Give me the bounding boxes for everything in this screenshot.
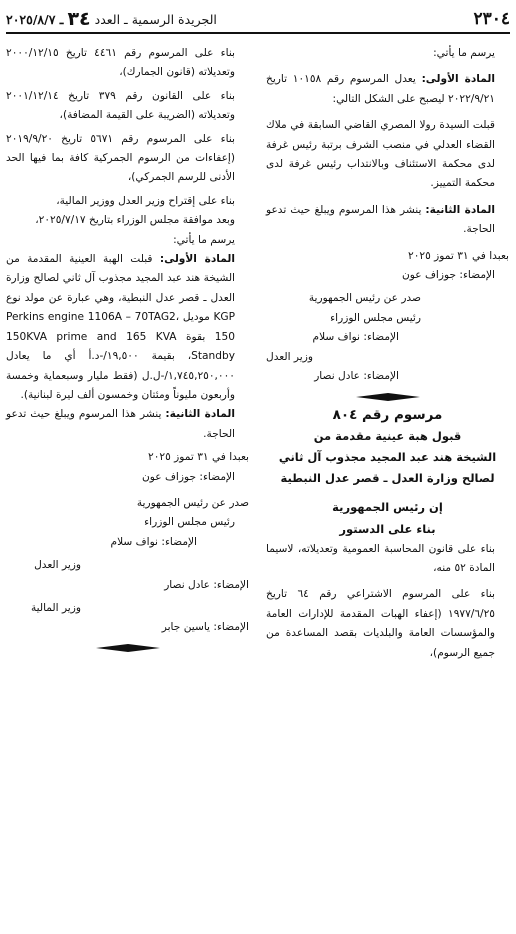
article-2-left-label: المادة الثانية: [165, 408, 235, 421]
article-1-left-text: قبلت الهبة العينية المقدمة من الشيخة هند عبد المجيد مجذوب آل ثاني لصالح وزارة العدل ـ قصر عدل النبطية، وهي عبارة عن مولد نوع KGP موديل Perkins engine 1106A – 70TAG2، 150 بقوة 150KVA prime and 165 KVA Standby، بقيمة ١٩,٥٠٠/-د.أ أي ما يعادل ١,٧٤٥,٢٥٠,٠٠٠/-ل.ل (فقط مليار وسبعماية وخمسة وأربعون مليوناً ومئتان وخمسون ألف ليرة لبنانية). [6, 253, 235, 401]
signed-place-date-2: بعبدا في ٣١ تموز ٢٠٢٥ [148, 451, 249, 464]
section-divider [356, 393, 420, 401]
signed-place-date: بعبدا في ٣١ تموز ٢٠٢٥ [408, 249, 509, 262]
justice-title: وزير العدل [34, 559, 81, 572]
basis-6: بناء على إقتراح وزير العدل ووزير المالية، [56, 194, 235, 207]
issue-date: ـ ٢٠٢٥/٨/٧ [6, 11, 64, 27]
article-1-left [6, 250, 249, 405]
pm-title-2: رئيس مجلس الوزراء [144, 516, 235, 529]
decree-intro-2: يرسم ما يأتي: [173, 233, 235, 246]
minister-title: وزير العدل [266, 350, 313, 363]
constitution-heading: بناء على الدستور [339, 521, 436, 536]
basis-2: بناء على المرسوم الاشتراعي رقم ٦٤ تاريخ ١٩٧٧/٦/٢٥ (إعفاء الهبات المقدمة للإدارات العامة والمؤسسات العامة والبلديات بقصد المساعدة من جميع الرسوم)، [266, 588, 495, 659]
publication-name: الجريدة الرسمية ـ العدد [94, 11, 217, 27]
issue-number: ٣٤ [67, 8, 91, 30]
finance-title: وزير المالية [30, 601, 81, 614]
signature-finance: الإمضاء: ياسين جابر [161, 621, 249, 634]
signature-minister: الإمضاء: عادل نصار [314, 370, 399, 383]
article-2-text: ينشر هذا المرسوم ويبلغ حيث تدعو الحاجة. [266, 203, 495, 236]
basis-4: بناء على القانون رقم ٣٧٩ تاريخ ٢٠٠١/١٢/١٤ وتعديلاته (الضريبة على القيمة المضافة)، [6, 89, 235, 122]
basis-3: بناء على المرسوم رقم ٤٤٦١ تاريخ ٢٠٠٠/١٢/١٥ وتعديلاته (قانون الجمارك)، [6, 47, 235, 79]
page-number: ٢٣٠٤ [473, 9, 510, 29]
article-2-left [6, 405, 249, 444]
decree-intro: يرسم ما يأتي: [433, 47, 495, 59]
decree-subtitle-2: الشيخة هند عبد المجيد مجذوب آل ثاني [278, 449, 497, 464]
article-1-body: قبلت السيدة رولا المصري القاضي السابقة في ملاك القضاء العدلي في منصب الشرف برتبة رئيس غرفة لدى محكمة الاستئناف وبالانتداب رئيس غرفة لدى محكمة التمييز. [266, 119, 495, 190]
article-2-label: المادة الثانية: [425, 203, 495, 216]
article-1 [266, 70, 509, 109]
pm-title: رئيس مجلس الوزراء [330, 311, 421, 324]
article-2-left-text: ينشر هذا المرسوم ويبلغ حيث تدعو الحاجة. [6, 408, 235, 440]
basis-5: بناء على المرسوم رقم ٥٦٧١ تاريخ ٢٠١٩/٩/٢٠ (إعفاءات من الرسوم الجمركية كافة بما فيها الحد الأدنى للرسم الجمركي)، [6, 132, 235, 184]
page-header [6, 6, 510, 34]
section-divider-2 [96, 644, 160, 652]
approval: وبعد موافقة مجلس الوزراء بتاريخ ٢٠٢٥/٧/١٧، [35, 214, 235, 227]
left-column [6, 44, 249, 656]
decree-subtitle-1: قبول هبة عينية مقدمة من [313, 428, 462, 443]
issued-by-2: صدر عن رئيس الجمهورية [136, 496, 249, 509]
signature-justice: الإمضاء: عادل نصار [164, 578, 249, 591]
signature-pm: الإمضاء: نواف سلام [312, 331, 399, 344]
publication-info [6, 8, 217, 30]
issued-by: صدر عن رئيس الجمهورية [308, 292, 421, 305]
decree-title: مرسوم رقم ٨٠٤ [332, 406, 443, 423]
basis-1: بناء على قانون المحاسبة العمومية وتعديلاته، لاسيما المادة ٥٢ منه، [266, 542, 495, 574]
signature-president-2: الإمضاء: جوزاف عون [142, 470, 235, 483]
signature-pm-2: الإمضاء: نواف سلام [110, 535, 197, 548]
article-1-label: المادة الأولى: [421, 73, 495, 86]
article-1-left-label: المادة الأولى: [159, 253, 235, 266]
article-2 [266, 201, 509, 240]
right-column [266, 44, 509, 663]
president-heading: إن رئيس الجمهورية [332, 499, 443, 514]
decree-subtitle-3: لصالح وزارة العدل ـ قصر عدل النبطية [280, 470, 495, 485]
article-1-text: يعدل المرسوم رقم ١٠١٥٨ تاريخ ٢٠٢٢/٩/٢١ ليصبح على الشكل التالي: [266, 73, 495, 105]
signature-president: الإمضاء: جوزاف عون [402, 269, 495, 282]
